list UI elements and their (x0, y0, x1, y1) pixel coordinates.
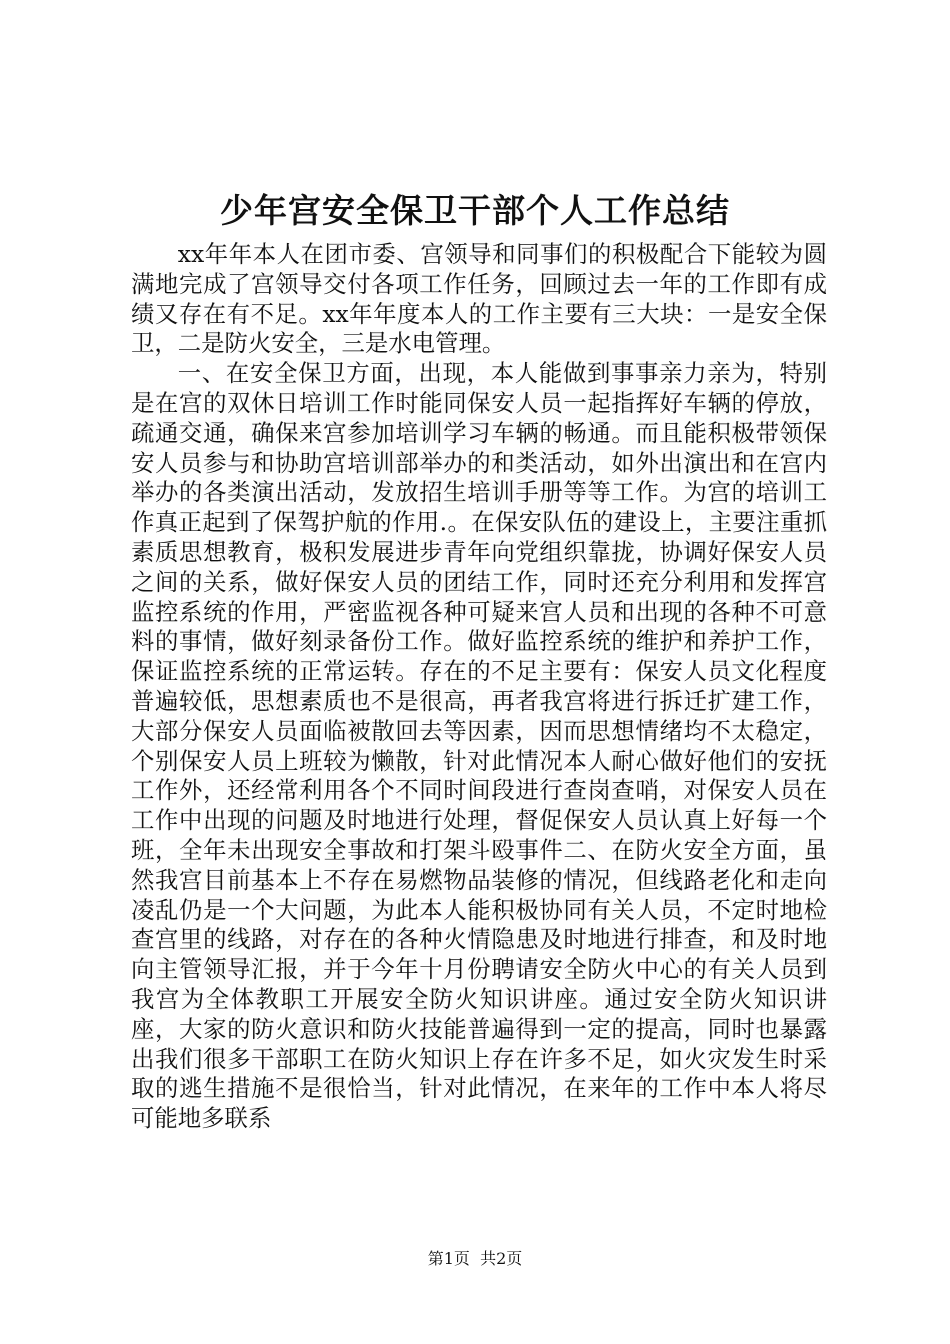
document-title: 少年宫安全保卫干部个人工作总结 (220, 191, 730, 230)
page-total: 共2页 (480, 1249, 523, 1268)
footer-separator (470, 1249, 480, 1268)
paragraph-security: 一、在安全保卫方面，出现，本人能做到事事亲力亲为，特别是在宫的双休日培训工作时能同保安人员一起指挥好车辆的停放，疏通交通，确保来宫参加培训学习车辆的畅通。而且能积极带领保安人员参与和协助宫培训部举办的和类活动，如外出演出和在宫内举办的各类演出活动，发放招生培训手册等等工作。为宫的培训工作真正起到了保驾护航的作用.。在保安队伍的建设上，主要注重抓素质思想教育，极积发展进步青年向党组织靠拢，协调好保安人员之间的关系，做好保安人员的团结工作，同时还充分利用和发挥宫监控系统的作用，严密监视各种可疑来宫人员和出现的各种不可意料的事情，做好刻录备份工作。做好监控系统的维护和养护工作，保证监控系统的正常运转。存在的不足主要有：保安人员文化程度普遍较低，思想素质也不是很高，再者我宫将进行拆迁扩建工作，大部分保安人员面临被散回去等因素，因而思想情绪均不太稳定，个别保安人员上班较为懒散，针对此情况本人耐心做好他们的安抚工作外，还经常利用各个不同时间段进行查岗查哨，对保安人员在工作中出现的问题及时地进行处理，督促保安人员认真上好每一个班，全年未出现安全事故和打架斗殴事件二、在防火安全方面，虽然我宫目前基本上不存在易燃物品装修的情况，但线路老化和走向凌乱仍是一个大问题，为此本人能积极协同有关人员，不定时地检查宫里的线路，对存在的各种火情隐患及时地进行排查，和及时地向主管领导汇报，并于今年十月份聘请安全防火中心的有关人员到我宫为全体教职工开展安全防火知识讲座。通过安全防火知识讲座，大家的防火意识和防火技能普遍得到一定的提高，同时也暴露出我们很多干部职工在防火知识上存在许多不足，如火灾发生时采取的逃生措施不是很恰当，针对此情况，在来年的工作中本人将尽可能地多联系 (131, 359, 827, 1133)
paragraph-intro: xx年年本人在团市委、宫领导和同事们的积极配合下能较为圆满地完成了宫领导交付各项工作任务，回顾过去一年的工作即有成绩又存在有不足。xx年年度本人的工作主要有三大块：一是安全保卫，二是防火安全，三是水电管理。 (131, 240, 827, 358)
page-footer (0, 1249, 950, 1269)
document-body (131, 240, 827, 1134)
page-number: 第1页 (427, 1249, 470, 1268)
